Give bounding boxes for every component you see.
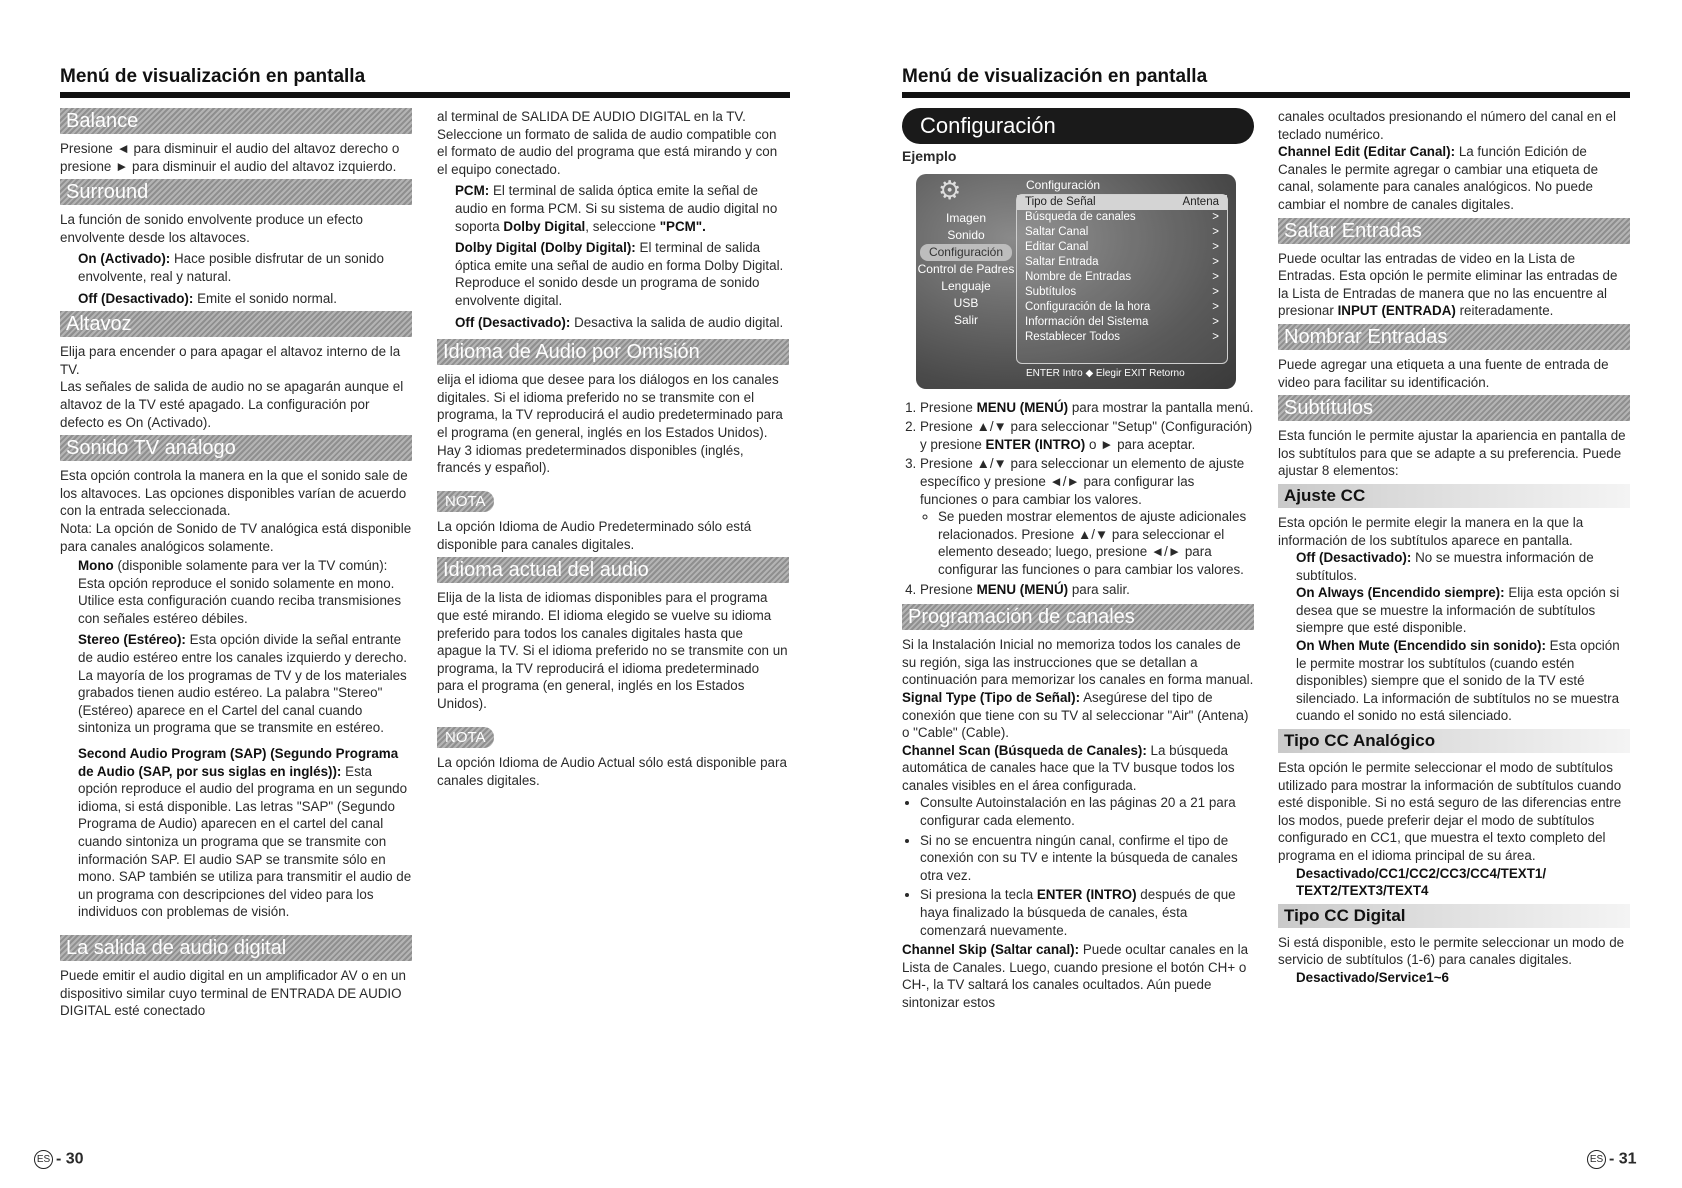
menu-row[interactable]: Búsqueda de canales > — [1025, 210, 1219, 223]
dolby-item: Dolby Digital (Dolby Digital): El terminal de salida óptica emite una señal de audio en forma Dolby Digital. Reproduce el sonido desde un programa de sonido envolvente digital. — [455, 240, 784, 308]
ajuste-cc-text: Esta opción le permite elegir la manera en la que la información de los subtítulos aparece en pantalla. — [1278, 514, 1584, 548]
scan-bullet-3: • Si presiona la tecla ENTER (INTRO) después de que haya finalizado la búsqueda de canales, ésta comenzará nuevamente. — [920, 886, 1254, 939]
tipo-cc-analogico-values: Desactivado/CC1/CC2/CC3/CC4/TEXT1/ TEXT2/TEXT3/TEXT4 — [1296, 865, 1547, 899]
title-rule — [60, 92, 790, 98]
menu-row[interactable]: Saltar Canal > — [1025, 225, 1219, 238]
cc-always-item: On Always (Encendido siempre): Elija esta opción si desea que se muestre la información de subtítulos siempre que esté disponible. — [1296, 585, 1620, 636]
nota-badge-2: NOTA — [437, 727, 494, 749]
subtitulos-heading: Subtítulos — [1278, 395, 1630, 421]
right-page — [841, 0, 1682, 1188]
sap-item: Second Audio Program (SAP) (Segundo Programa de Audio (SAP, por sus siglas en inglés)): Esta opción reproduce el audio del programa en un segundo idioma, si está disponible. Las letras "SAP" (Segundo Programa de Audio) aparecen en el cartel del canal cuando sintoniza un programa que se transmite con información SAP. El audio SAP se transmite sólo en mono. SAP también se utiliza para transmitir el audio de un programa con descripciones del video para los individuos con problemas de visión. — [78, 746, 412, 920]
skip-cont-text: canales ocultados presionando el número del canal en el teclado numérico. — [1278, 109, 1616, 142]
language-icon: ES — [34, 1150, 53, 1169]
surround-on: On (Activado): Hace posible disfrutar de un sonido envolvente, real y natural. — [78, 251, 384, 284]
scan-bullets — [902, 794, 1254, 939]
menu-row[interactable]: Subtítulos > — [1025, 285, 1219, 298]
page-number-31: ES - 31 — [1587, 1150, 1637, 1169]
surround-heading: Surround — [60, 179, 412, 205]
cc-mute-item: On When Mute (Encendido sin sonido): Esta opción le permite mostrar los subtítulos (cuando estén disponibles) siempre que el sonido de la TV esté silenciado. La información de subtítulos no se muestra cuando el sonido no está silenciado. — [1296, 638, 1620, 724]
idioma-act-heading: Idioma actual del audio — [437, 557, 789, 583]
tipo-cc-analogico-text: Esta opción le permite seleccionar el modo de subtítulos utilizado para mostrar la información de subtítulos cuando esté disponible. Si no está seguro de las diferencias entre los modos, puede preferir dejar el modo de subtítulos configurado en CC1, que muestra el texto completo del programa en el idioma principal de su área. — [1278, 760, 1622, 863]
menu-panel — [1016, 194, 1228, 364]
ajuste-cc-heading: Ajuste CC — [1278, 484, 1630, 508]
right-column-2 — [1278, 108, 1630, 991]
salida-cont-text: al terminal de SALIDA DE AUDIO DIGITAL en la TV. Seleccione un formato de salida de audio compatible con el formato de audio del programa que está mirando y con el equipo conectado. — [437, 109, 778, 177]
tipo-cc-analogico-heading: Tipo CC Analógico — [1278, 729, 1630, 753]
saltar-entradas-heading: Saltar Entradas — [1278, 218, 1630, 244]
page-number-30: ES - 30 — [34, 1150, 84, 1169]
altavoz-text-2: Las señales de salida de audio no se apagarán aunque el altavoz de la TV esté apagado. La configuración por defecto es On (Activado). — [60, 379, 404, 430]
ejemplo-label: Ejemplo — [902, 148, 957, 164]
step-4: 4. Presione MENU (MENÚ) para salir. — [920, 581, 1254, 599]
menu-footer: ENTER Intro ◆ Elegir EXIT Retorno — [1026, 368, 1185, 379]
sidebar-item-control-padres[interactable]: Control de Padres — [917, 261, 1015, 276]
balance-text: Presione ◄ para disminuir el audio del altavoz derecho o presione ► para disminuir el audio del altavoz izquierdo. — [60, 141, 400, 174]
sidebar-item-imagen[interactable]: Imagen — [945, 210, 987, 225]
surround-off: Off (Desactivado): Emite el sonido normal. — [78, 290, 337, 306]
menu-row[interactable]: Saltar Entrada > — [1025, 255, 1219, 268]
off-item: Off (Desactivado): Desactiva la salida de audio digital. — [455, 314, 784, 330]
sonido-heading: Sonido TV análogo — [60, 435, 412, 461]
title-rule — [902, 92, 1630, 98]
channel-skip-item: Channel Skip (Saltar canal): Puede ocultar canales en la Lista de Canales. Luego, cuando presione el botón CH+ o CH-, la TV saltará los canales ocultados. Aún puede sintonizar estos — [902, 942, 1249, 1010]
sidebar-item-salir[interactable]: Salir — [953, 312, 978, 327]
mono-item: Mono (disponible solamente para ver la TV común): Esta opción reproduce el sonido solamente en mono. Utilice esta configuración cuando reciba transmisiones con señales estéreo débiles. — [78, 558, 402, 626]
sidebar-item-configuracion[interactable]: Configuración — [920, 244, 1012, 261]
altavoz-heading: Altavoz — [60, 311, 412, 337]
stereo-item: Stereo (Estéreo): Esta opción divide la señal entrante de audio estéreo entre los canales izquierdo y derecho. La mayoría de los programas de TV y de los materiales grabados tienen audio estéreo. La palabra "Stereo" (Estéreo) aparece en el Cartel del canal cuando sintoniza un programa que se transmite en estéreo. — [78, 632, 408, 736]
programacion-heading: Programación de canales — [902, 604, 1254, 630]
sidebar-item-sonido[interactable]: Sonido — [947, 227, 985, 242]
tipo-cc-digital-text: Si está disponible, esto le permite seleccionar un modo de servicio de subtítulos (1-6) para canales digitales. — [1278, 934, 1625, 968]
altavoz-text: Elija para encender o para apagar el altavoz interno de la TV. — [60, 344, 401, 377]
cc-off-item: Off (Desactivado): No se muestra información de subtítulos. — [1296, 550, 1594, 583]
sidebar-item-usb[interactable]: USB — [953, 295, 979, 310]
salida-text: Puede emitir el audio digital en un amplificador AV o en un dispositivo similar cuyo terminal de ENTRADA DE AUDIO DIGITAL esté conectado — [60, 967, 406, 1019]
menu-row[interactable]: Información del Sistema > — [1025, 315, 1219, 328]
balance-heading: Balance — [60, 108, 412, 134]
tipo-cc-digital-heading: Tipo CC Digital — [1278, 904, 1630, 928]
page-title: Menú de visualización en pantalla — [902, 66, 1208, 87]
left-column-1 — [60, 108, 412, 1024]
menu-row[interactable]: Configuración de la hora > — [1025, 300, 1219, 313]
settings-gear-icon: ⚙ — [938, 174, 962, 205]
saltar-entradas-text: Puede ocultar las entradas de video en la Lista de Entradas. Esta opción le permite eliminar las entradas de la Lista de Entradas de manera que no las encuentre al presionar INPUT (ENTRADA) reiteradamente. — [1278, 250, 1618, 319]
step-3-bullet: ◦ Se pueden mostrar elementos de ajuste adicionales relacionados. Presione ▲/▼ para seleccionar el elemento deseado; luego, presione ◄/► para configurar las funciones o para cambiar los valores. — [938, 508, 1254, 578]
signal-type-item: Signal Type (Tipo de Señal): Asegúrese del tipo de conexión que tiene con su TV al seleccionar "Air" (Antena) o "Cable" (Cable). — [902, 689, 1249, 741]
steps-list — [902, 399, 1254, 599]
step-2: 2. Presione ▲/▼ para seleccionar "Setup" (Configuración) y presione ENTER (INTRO) o ► para aceptar. — [920, 418, 1254, 453]
nota-2-text: La opción Idioma de Audio Actual sólo está disponible para canales digitales. — [437, 755, 787, 788]
scan-bullet-2: • Si no se encuentra ningún canal, confirme el tipo de conexión con su TV e intente la búsqueda de canales otra vez. — [920, 832, 1254, 885]
page-title: Menú de visualización en pantalla — [60, 66, 366, 87]
sonido-text: Esta opción controla la manera en la que el sonido sale de los altavoces. Las opciones disponibles varían de acuerdo con la entrada seleccionada. — [60, 468, 408, 519]
tv-menu-screenshot — [916, 174, 1236, 389]
menu-row[interactable]: Restablecer Todos > — [1025, 330, 1219, 343]
nombrar-entradas-text: Puede agregar una etiqueta a una fuente de entrada de video para facilitar su identificación. — [1278, 356, 1609, 390]
language-icon: ES — [1587, 1150, 1606, 1169]
configuracion-heading: Configuración — [902, 108, 1254, 144]
sonido-nota: Nota: La opción de Sonido de TV analógica está disponible para canales analógicos solamente. — [60, 520, 412, 554]
menu-row[interactable]: Tipo de Señal Antena — [1017, 195, 1227, 210]
idioma-pred-heading: Idioma de Audio por Omisión — [437, 339, 789, 365]
idioma-act-text: Elija de la lista de idiomas disponibles para el programa que esté mirando. El idioma elegido se vuelve su idioma preferido para todos los canales digitales hasta que apague la TV. Si el idioma preferido no se transmite con un programa, la TV reproducirá el idioma predeterminado para el programa (en general, inglés en los Estados Unidos). — [437, 590, 788, 712]
step-1: 1. Presione MENU (MENÚ) para mostrar la pantalla menú. — [920, 399, 1254, 417]
subtitulos-text: Esta función le permite ajustar la apariencia en pantalla de los subtítulos para que se adapte a su preferencia. Puede ajustar 8 elementos: — [1278, 428, 1626, 479]
sidebar-item-lenguaje[interactable]: Lenguaje — [941, 278, 991, 293]
menu-sidebar — [916, 210, 1016, 329]
right-column-1 — [902, 108, 1254, 1016]
surround-text: La función de sonido envolvente produce un efecto envolvente desde los altavoces. — [60, 212, 364, 245]
tipo-cc-digital-values: Desactivado/Service1~6 — [1296, 969, 1449, 985]
nombrar-entradas-heading: Nombrar Entradas — [1278, 324, 1630, 350]
salida-heading: La salida de audio digital — [60, 935, 412, 961]
scan-bullet-1: • Consulte Autoinstalación en las páginas 20 a 21 para configurar cada elemento. — [920, 794, 1254, 829]
channel-scan-item: Channel Scan (Búsqueda de Canales): La búsqueda automática de canales hace que la TV busque todos los canales visibles en el área configurada. — [902, 742, 1235, 793]
menu-row[interactable]: Nombre de Entradas > — [1025, 270, 1219, 283]
programacion-text: Si la Instalación Inicial no memoriza todos los canales de su región, siga las instrucciones que se detallan a continuación para memorizar los canales en forma manual. — [902, 637, 1254, 688]
idioma-pred-text: elija el idioma que desee para los diálogos en los canales digitales. Si el idioma preferido no se transmite con el programa, la TV reproducirá el audio predeterminado para el programa (en general, inglés en los Estados Unidos). Hay 3 idiomas predeterminados disponibles (inglés, francés y español). — [437, 372, 783, 476]
menu-panel-title: Configuración — [1026, 177, 1101, 192]
nota-badge: NOTA — [437, 491, 494, 513]
pcm-item: PCM: El terminal de salida óptica emite la señal de audio en forma PCM. Si su sistema de audio digital no soporta Dolby Digital, seleccione "PCM". — [455, 183, 778, 234]
menu-row[interactable]: Editar Canal > — [1025, 240, 1219, 253]
channel-edit-item: Channel Edit (Editar Canal): La función Edición de Canales le permite agregar o cambiar una etiqueta de canal, solamente para canales analógicos. No puede cambiar el nombre de canales digitales. — [1278, 144, 1599, 212]
step-3: 3. Presione ▲/▼ para seleccionar un elemento de ajuste específico y presione ◄/► para configurar las funciones o para cambiar los valores. ◦ Se pueden mostrar elementos de ajuste adicionales relacionados. Presione ▲/▼ para seleccionar el elemento deseado; luego, presione ◄/► para configurar las funciones o para cambiar los valores. — [920, 455, 1254, 578]
nota-1-text: La opción Idioma de Audio Predeterminado sólo está disponible para canales digitales. — [437, 519, 752, 552]
left-column-2 — [437, 108, 789, 793]
